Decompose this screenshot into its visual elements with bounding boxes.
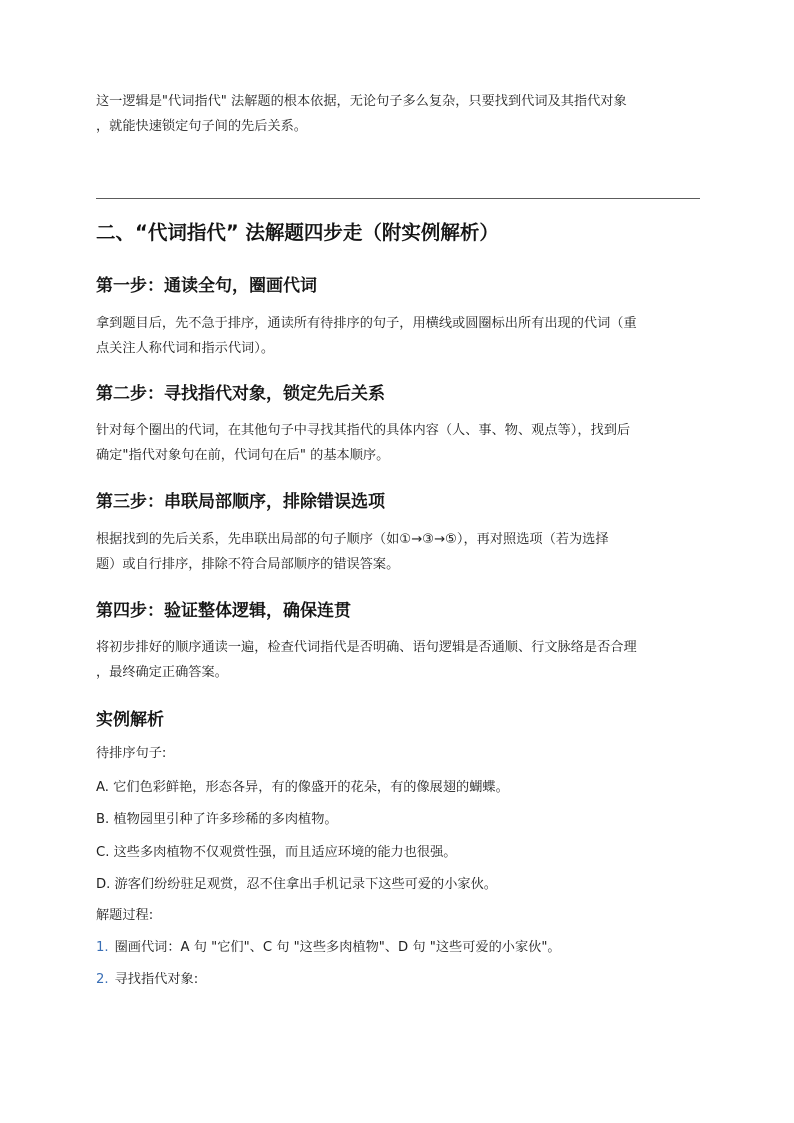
process-item-1 [96,937,700,959]
section-divider [96,198,700,199]
step-4-line-1: 将初步排好的顺序通读一遍，检查代词指代是否明确、语句逻辑是否通顺、行文脉络是否合理 [96,640,637,655]
step-3-title: 第三步：串联局部顺序，排除错误选项 [96,492,385,512]
step-1-paragraph [96,311,700,361]
intro-line-1: 这一逻辑是"代词指代" 法解题的根本依据，无论句子多么复杂，只要找到代词及其指代对象 [96,94,627,109]
step-2-paragraph [96,418,700,468]
process-item-2-text: 寻找指代对象: [114,972,199,987]
step-3-line-1: 根据找到的先后关系，先串联出局部的句子顺序（如①→③→⑤），再对照选项（若为选择 [96,532,609,547]
step-1-line-2: 点关注人称代词和指示代词）。 [96,341,275,356]
step-2-line-1: 针对每个圈出的代词，在其他句子中寻找其指代的具体内容（人、事、物、观点等），找到后 [96,423,631,438]
sentence-b: B. 植物园里引种了许多珍稀的多肉植物。 [96,812,338,827]
step-4-line-2: ，最终确定正确答案。 [96,665,228,680]
process-item-1-text: 圈画代词：A 句 "它们"、C 句 "这些多肉植物"、D 句 "这些可爱的小家伙"。 [114,940,561,955]
step-1-title: 第一步：通读全句，圈画代词 [96,276,317,296]
intro-line-2: ，就能快速锁定句子间的先后关系。 [96,119,307,134]
sentence-c: C. 这些多肉植物不仅观赏性强，而且适应环境的能力也很强。 [96,845,457,860]
intro-paragraph [96,89,700,139]
step-4-title: 第四步：验证整体逻辑，确保连贯 [96,601,351,621]
process-item-1-number: 1. [96,940,109,955]
process-item-2-number: 2. [96,972,109,987]
step-2-line-2: 确定"指代对象句在前，代词句在后" 的基本顺序。 [96,448,390,463]
sentence-d: D. 游客们纷纷驻足观赏，忍不住拿出手机记录下这些可爱的小家伙。 [96,877,497,892]
sentences-label: 待排序句子: [96,746,167,761]
step-2-title: 第二步：寻找指代对象，锁定先后关系 [96,384,385,404]
process-label: 解题过程: [96,908,154,923]
sentence-a: A. 它们色彩鲜艳，形态各异，有的像盛开的花朵，有的像展翅的蝴蝶。 [96,780,509,795]
step-3-line-2: 题）或自行排序，排除不符合局部顺序的错误答案。 [96,557,400,572]
step-1-line-1: 拿到题目后，先不急于排序，通读所有待排序的句子，用横线或圆圈标出所有出现的代词（重 [96,316,637,331]
example-title: 实例解析 [96,710,164,730]
process-item-2 [96,969,700,991]
step-4-paragraph [96,635,700,685]
step-3-paragraph [96,527,700,577]
section-title: 二、“代词指代” 法解题四步走（附实例解析） [96,221,499,244]
